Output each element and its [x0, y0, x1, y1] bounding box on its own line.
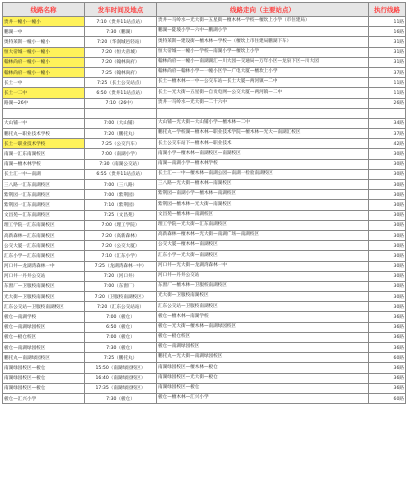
header-stops: 线路走向（主要站点）	[157, 3, 369, 17]
table-row	[3, 190, 406, 200]
table-row	[3, 292, 406, 302]
route-cell: 长土一中	[3, 78, 85, 88]
line-cell: 36路	[369, 383, 406, 393]
table-body	[3, 17, 406, 404]
table-row	[3, 353, 406, 363]
route-cell: 河口井—龙湖湾森林一中	[3, 261, 85, 271]
departure-cell: 7:20（汇东公交站站）	[85, 302, 157, 312]
table-row	[3, 180, 406, 190]
stops-cell: 紫荆园—檀木林—光大街—南湖校区	[157, 200, 369, 210]
route-cell: 翰林尚府一幢小一幢小	[3, 57, 85, 67]
line-cell: 36路	[369, 332, 406, 342]
departure-cell: 6:50（板仓）	[85, 322, 157, 332]
line-cell: 37路	[369, 129, 406, 139]
route-cell: 大山铺一中	[3, 118, 85, 128]
line-cell: 36路	[369, 343, 406, 353]
route-cell: 高新森林—汇东南湖校区	[3, 230, 85, 240]
route-cell: 三八路一汇东南湖校区	[3, 180, 85, 190]
route-cell: 长土一二中	[3, 88, 85, 98]
table-row	[3, 47, 406, 57]
route-cell: 汇东小学—汇东南湖校区	[3, 251, 85, 261]
line-cell: 60路	[369, 353, 406, 363]
route-cell: 文昌苑—汇东南湖校区	[3, 210, 85, 220]
stops-cell: 板仓—光大街—檀木林—南湖绿园校区	[157, 322, 369, 332]
departure-cell: 7:25（文昌苑）	[85, 210, 157, 220]
departure-cell: 7:20（卫服校南湖校区）	[85, 292, 157, 302]
route-cell: 鹏托丸—职业技术学校	[3, 129, 85, 139]
line-cell: 11路	[369, 78, 406, 88]
route-cell: 鹏托丸—南湖绿园校区	[3, 353, 85, 363]
stops-cell: 光大街—卫服校南湖校区	[157, 292, 369, 302]
stops-cell: 东窗厂—檀木林—卫服校南湖校区	[157, 281, 369, 291]
table-row	[3, 302, 406, 312]
table-row	[3, 363, 406, 373]
stops-cell: 南湖小学—檀木林—南湖校区—南湖校区	[157, 149, 369, 159]
stops-cell: 文昌苑—檀木林—南湖校区	[157, 210, 369, 220]
table-row	[3, 312, 406, 322]
line-cell: 31路	[369, 57, 406, 67]
line-cell: 30路	[369, 251, 406, 261]
table-row	[3, 78, 406, 88]
route-cell: 光大街—卫服校南湖校区	[3, 292, 85, 302]
stops-cell: 贵井一马岭水—光大街—二十六中	[157, 98, 369, 108]
line-cell: 36路	[369, 322, 406, 332]
departure-cell: 7:20（翰林尚府）	[85, 57, 157, 67]
stops-cell: 南湖绿园校区—檀木林—板仓	[157, 363, 369, 373]
table-row	[3, 159, 406, 169]
table-row	[3, 393, 406, 403]
line-cell: 30路	[369, 292, 406, 302]
table-row	[3, 332, 406, 342]
table-row	[3, 67, 406, 77]
line-cell: 30路	[369, 281, 406, 291]
line-cell: 11路	[369, 17, 406, 27]
departure-cell: 7:25（长土公交站点）	[85, 78, 157, 88]
departure-cell: 6:50（贵井11站点站）	[85, 88, 157, 98]
line-cell: 36路	[369, 312, 406, 322]
line-cell: 34路	[369, 118, 406, 128]
stops-cell: 翰林尚府—翰林小学—一幢小区学—广电大厦—檀坎上小学	[157, 67, 369, 77]
line-cell	[369, 108, 406, 118]
line-cell: 60路	[369, 393, 406, 403]
stops-cell: 公交大厦—檀木林—南湖校区	[157, 241, 369, 251]
stops-cell: 鹏湖—陡坡小学—六中—鹏湖小学	[157, 27, 369, 37]
table-row	[3, 210, 406, 220]
stops-cell: 河口井—光大街—龙湖湾森林一中	[157, 261, 369, 271]
route-cell: 汇东公交站—卫服校南湖校区	[3, 302, 85, 312]
stops-cell: 奥特莱斯—建设街—檀木林—学校—（檀坎上市住建局鹏湖下车）	[157, 37, 369, 47]
route-cell: 紫荆园一汇东南湖校区	[3, 200, 85, 210]
table-row	[3, 241, 406, 251]
stops-cell: 鹏托丸—学校湖—檀木林—职业技术学院—檀木林—光大—南湖汇校区	[157, 129, 369, 139]
table-row	[3, 149, 406, 159]
stops-cell: 南湖绿园校区—板仓	[157, 383, 369, 393]
stops-cell: 汇东公交站—卫服校南湖校区	[157, 302, 369, 312]
line-cell: 31路	[369, 47, 406, 57]
table-row	[3, 251, 406, 261]
route-cell: 河口井一丹井公交站	[3, 271, 85, 281]
line-cell: 30路	[369, 271, 406, 281]
route-cell	[3, 108, 85, 118]
line-cell: 37路	[369, 67, 406, 77]
route-cell: 恒大帝城一幢小一幢小	[3, 47, 85, 57]
line-cell: 30路	[369, 159, 406, 169]
departure-cell: 7:10（紫荆园）	[85, 200, 157, 210]
stops-cell: 三八路—光大街—檀木林—南湖校区	[157, 180, 369, 190]
stops-cell: 河口井—丹井公交站	[157, 271, 369, 281]
table-row	[3, 343, 406, 353]
table-row	[3, 220, 406, 230]
route-cell: 南湖绿园校区—板仓	[3, 373, 85, 383]
departure-cell: 7:00（东窗厂）	[85, 281, 157, 291]
table-row	[3, 98, 406, 108]
table-row	[3, 373, 406, 383]
line-cell: 30路	[369, 169, 406, 179]
stops-cell: 长土—檀木林—一中—公交车站—长土大厦—两河镇—二中	[157, 78, 369, 88]
line-cell: 42路	[369, 139, 406, 149]
route-cell: 贵井一幢小一幢小	[3, 17, 85, 27]
bus-schedule-table	[2, 2, 406, 404]
route-cell: 南湖一汇东南湖校区	[3, 149, 85, 159]
stops-cell: 贵井—马岭水—光大街—五星街—檀木林—学校—檀坎上小学（市住建局）	[157, 17, 369, 27]
table-row	[3, 37, 406, 47]
stops-cell: 南湖绿园校区—光大街—板仓	[157, 373, 369, 383]
route-cell: 板仓—南湖学校	[3, 312, 85, 322]
table-row	[3, 261, 406, 271]
table-row	[3, 322, 406, 332]
line-cell: 30路	[369, 220, 406, 230]
line-cell: 30路	[369, 210, 406, 220]
table-row	[3, 169, 406, 179]
route-cell: 公交大厦一汇东南湖校区	[3, 241, 85, 251]
departure-cell: 7:30（南湖公交站）	[85, 159, 157, 169]
route-cell: 路湖—26中	[3, 98, 85, 108]
departure-cell: 7:25（翰林尚府）	[85, 67, 157, 77]
departure-cell: 16:40（南湖绿园校区）	[85, 373, 157, 383]
table-row	[3, 88, 406, 98]
departure-cell: 7:20（公交大厦）	[85, 241, 157, 251]
header-time: 发车时间及地点	[85, 3, 157, 17]
line-cell: 30路	[369, 180, 406, 190]
departure-cell: 7:10（贵井11站点站）	[85, 17, 157, 27]
stops-cell: 板仓—板仓校区	[157, 332, 369, 342]
stops-cell: 板仓—檀木林—南湖学校	[157, 312, 369, 322]
departure-cell: 7:30（鹏湖）	[85, 27, 157, 37]
line-cell: 30路	[369, 241, 406, 251]
route-cell: 南湖绿园校区—板仓	[3, 383, 85, 393]
departure-cell: 7:00（板仓）	[85, 332, 157, 342]
table-row	[3, 118, 406, 128]
line-cell: 11路	[369, 88, 406, 98]
stops-cell	[157, 108, 369, 118]
departure-cell: 7:20（华润城邑轻站）	[85, 37, 157, 47]
departure-cell: 17:35（南湖绿园校区）	[85, 383, 157, 393]
route-cell: 长土汇一中—南湖	[3, 169, 85, 179]
table-row	[3, 281, 406, 291]
departure-cell: 7:00（大山铺）	[85, 118, 157, 128]
table-row	[3, 57, 406, 67]
header-line: 执行线路	[369, 3, 406, 17]
table-row	[3, 271, 406, 281]
line-cell: 30路	[369, 230, 406, 240]
departure-cell: 6:55（贵井11站点站）	[85, 169, 157, 179]
table-row	[3, 383, 406, 393]
table-header-row	[3, 3, 406, 17]
line-cell: 26路	[369, 98, 406, 108]
stops-cell: 板仓—檀木林—汇兴小学	[157, 393, 369, 403]
stops-cell: 紫荆园—南湖小学—檀木林—南湖校区	[157, 190, 369, 200]
stops-cell: 理工学院—光大街—汇东南湖校区	[157, 220, 369, 230]
table-row	[3, 139, 406, 149]
departure-cell: 7:30（板仓）	[85, 393, 157, 403]
route-cell: 紫荆园一汇东南湖校区	[3, 190, 85, 200]
line-cell: 30路	[369, 261, 406, 271]
departure-cell: 7:00（板仓）	[85, 312, 157, 322]
line-cell: 31路	[369, 37, 406, 47]
route-cell: 板仓—汇兴小学	[3, 393, 85, 403]
line-cell: 36路	[369, 373, 406, 383]
route-cell: 长土一职业技术学校	[3, 139, 85, 149]
departure-cell: 7:00（紫荆园）	[85, 190, 157, 200]
route-cell: 理工学院一汇东南湖校区	[3, 220, 85, 230]
line-cell: 30路	[369, 200, 406, 210]
table-row	[3, 230, 406, 240]
stops-cell: 大山铺—光大街—大山铺小学—檀木林—二中	[157, 118, 369, 128]
line-cell: 36路	[369, 363, 406, 373]
route-cell: 翰林尚府一幢小一幢小	[3, 67, 85, 77]
stops-cell: 汇东小学—光大街—南湖校区	[157, 251, 369, 261]
departure-cell: 7:00（理工学院）	[85, 220, 157, 230]
departure-cell: 7:20（恒大帝城）	[85, 47, 157, 57]
route-cell: 板仓—南湖绿园校区	[3, 343, 85, 353]
schedule-document	[2, 2, 405, 478]
stops-cell: 翰林尚府—一幢小—南湖湖汇—川大园—交通局—万年小区—龙泉下区—川大园	[157, 57, 369, 67]
route-cell: 奥特莱斯一幢小一幢小	[3, 37, 85, 47]
table-row	[3, 27, 406, 37]
departure-cell: 7:20（河口井）	[85, 271, 157, 281]
route-cell: 南湖—檀木林学校	[3, 159, 85, 169]
stops-cell: 板仓—南湖绿园校区	[157, 343, 369, 353]
departure-cell: 7:10（汇东小学）	[85, 251, 157, 261]
route-cell: 南湖绿园校区—板仓	[3, 363, 85, 373]
table-row	[3, 200, 406, 210]
table-row	[3, 17, 406, 27]
stops-cell: 恒大帝城—一幢小—学校—南湖小学—檀坎上小学	[157, 47, 369, 57]
departure-cell: 7:25（鹏托丸）	[85, 353, 157, 363]
stops-cell: 鹏托丸—光大街—南湖绿园校区	[157, 353, 369, 363]
table-row	[3, 108, 406, 118]
stops-cell: 长土汇—一中—檀木林—南湖公园—南湖一检验南湖校区	[157, 169, 369, 179]
departure-cell: 15:50（南湖绿园校区）	[85, 363, 157, 373]
stops-cell: 长土—光大街—五星街—自贡电网—公交大厦—两河镇—二中	[157, 88, 369, 98]
stops-cell: 长土公交车站下—檀木林—职业技术	[157, 139, 369, 149]
stops-cell: 高新森林—檀木林—光大街—南湖广场—南湖校区	[157, 230, 369, 240]
departure-cell: 7:10（26中）	[85, 98, 157, 108]
departure-cell: 7:20（高新森林）	[85, 230, 157, 240]
line-cell: 30路	[369, 190, 406, 200]
departure-cell: 7:30（板仓）	[85, 343, 157, 353]
route-cell: 东窗厂—卫服校南湖校区	[3, 281, 85, 291]
line-cell: 16路	[369, 27, 406, 37]
departure-cell	[85, 108, 157, 118]
departure-cell: 7:25（龙湖湾森林一中）	[85, 261, 157, 271]
departure-cell: 7:20（鹏托丸）	[85, 129, 157, 139]
departure-cell: 7:00（南湖小学）	[85, 149, 157, 159]
header-route: 线路名称	[3, 3, 85, 17]
route-cell: 板仓—板仓校区	[3, 332, 85, 342]
line-cell: 30路	[369, 149, 406, 159]
stops-cell: 南湖—南湖小学—檀木林学校	[157, 159, 369, 169]
route-cell: 鹏湖一中	[3, 27, 85, 37]
route-cell: 板仓—南湖绿园校区	[3, 322, 85, 332]
table-row	[3, 129, 406, 139]
departure-cell: 7:25（公交汽车）	[85, 139, 157, 149]
line-cell: 30路	[369, 302, 406, 312]
departure-cell: 7:00（三八路）	[85, 180, 157, 190]
